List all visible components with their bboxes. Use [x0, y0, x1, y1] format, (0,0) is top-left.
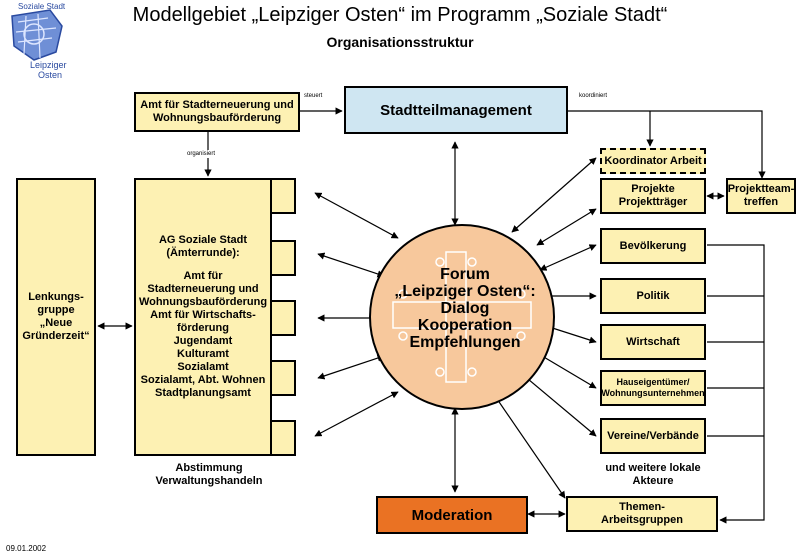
node-lenkungsgruppe: Lenkungs-gruppe „Neue Gründerzeit“ — [16, 178, 96, 456]
node-stadtteilmanagement: Stadtteilmanagement — [344, 86, 568, 134]
node-hauseigentuemer: Hauseigentümer/ Wohnungsunternehmen — [600, 370, 706, 406]
edge-ag-forum-2 — [318, 254, 384, 276]
logo-top-text: Soziale Stadt — [18, 2, 66, 11]
ag-line-9: Jugendamt — [173, 335, 233, 347]
node-projektteamtreffen: Projektteam-treffen — [726, 178, 796, 214]
forum-text — [380, 266, 550, 351]
edge-forum-themen — [495, 396, 565, 498]
ag-line-7: Amt für Wirtschafts- — [150, 309, 256, 321]
forum-line-1: Forum — [440, 266, 490, 283]
node-bevoelkerung: Bevölkerung — [600, 228, 706, 264]
edge-bracket-themen — [707, 245, 764, 520]
node-vereine: Vereine/Verbände — [600, 418, 706, 454]
ag-tab-5 — [270, 420, 296, 456]
logo-bottom-text-2: Osten — [38, 70, 63, 80]
ag-tab-3 — [270, 300, 296, 336]
ag-line-12: Sozialamt, Abt. Wohnen — [140, 374, 266, 386]
ag-line-11: Sozialamt — [177, 361, 229, 373]
ag-line-10: Kulturamt — [177, 348, 229, 360]
ag-line-2: (Ämterrunde): — [166, 247, 240, 259]
ag-line-8: förderung — [177, 322, 229, 334]
node-politik: Politik — [600, 278, 706, 314]
edge-ag-forum-4 — [318, 356, 384, 378]
edge-forum-projekte — [537, 209, 596, 245]
forum-line-4: Kooperation — [417, 317, 513, 334]
node-themen-arbeitsgruppen: Themen-Arbeitsgruppen — [566, 496, 718, 532]
label-organisiert: organisiert — [187, 151, 216, 157]
label-abstimmung: Abstimmung Verwaltungshandeln — [155, 462, 263, 487]
edge-ag-forum-1 — [315, 193, 398, 238]
ag-line-13: Stadtplanungsamt — [155, 387, 251, 399]
ag-line-6: Wohnungsbauförderung — [138, 296, 268, 308]
ag-tab-4 — [270, 360, 296, 396]
footer-date: 09.01.2002 — [6, 544, 47, 553]
forum-line-2: „Leipziger Osten“: — [394, 283, 536, 300]
edge-ag-forum-5 — [315, 392, 398, 436]
label-weitere-akteure: und weitere lokale Akteure — [605, 462, 701, 487]
node-wirtschaft: Wirtschaft — [600, 324, 706, 360]
ag-line-1: AG Soziale Stadt — [158, 234, 248, 246]
label-steuert: steuert — [304, 93, 323, 99]
label-koordiniert: koordiniert — [579, 93, 608, 99]
page-title: Modellgebiet „Leipziger Osten“ im Programm „Soziale Stadt“ — [132, 4, 668, 26]
ag-line-5: Stadterneuerung und — [147, 283, 259, 295]
ag-tab-2 — [270, 240, 296, 276]
ag-line-4: Amt für — [183, 270, 223, 282]
node-koordinator-arbeit: Koordinator Arbeit — [600, 148, 706, 174]
forum-line-5: Empfehlungen — [409, 334, 521, 351]
node-ag-soziale-stadt — [134, 178, 272, 456]
node-amt-stadterneuerung: Amt für Stadterneuerung und Wohnungsbauförderung — [134, 92, 300, 132]
edge-forum-koordinator — [512, 158, 596, 232]
node-moderation: Moderation — [376, 496, 528, 534]
ag-tab-1 — [270, 178, 296, 214]
node-projekte: Projekte Projektträger — [600, 178, 706, 214]
logo-bottom-text-1: Leipziger — [30, 60, 67, 70]
page-subtitle: Organisationsstruktur — [326, 34, 474, 50]
edge-forum-vereine — [522, 374, 596, 436]
forum-line-3: Dialog — [440, 300, 490, 317]
